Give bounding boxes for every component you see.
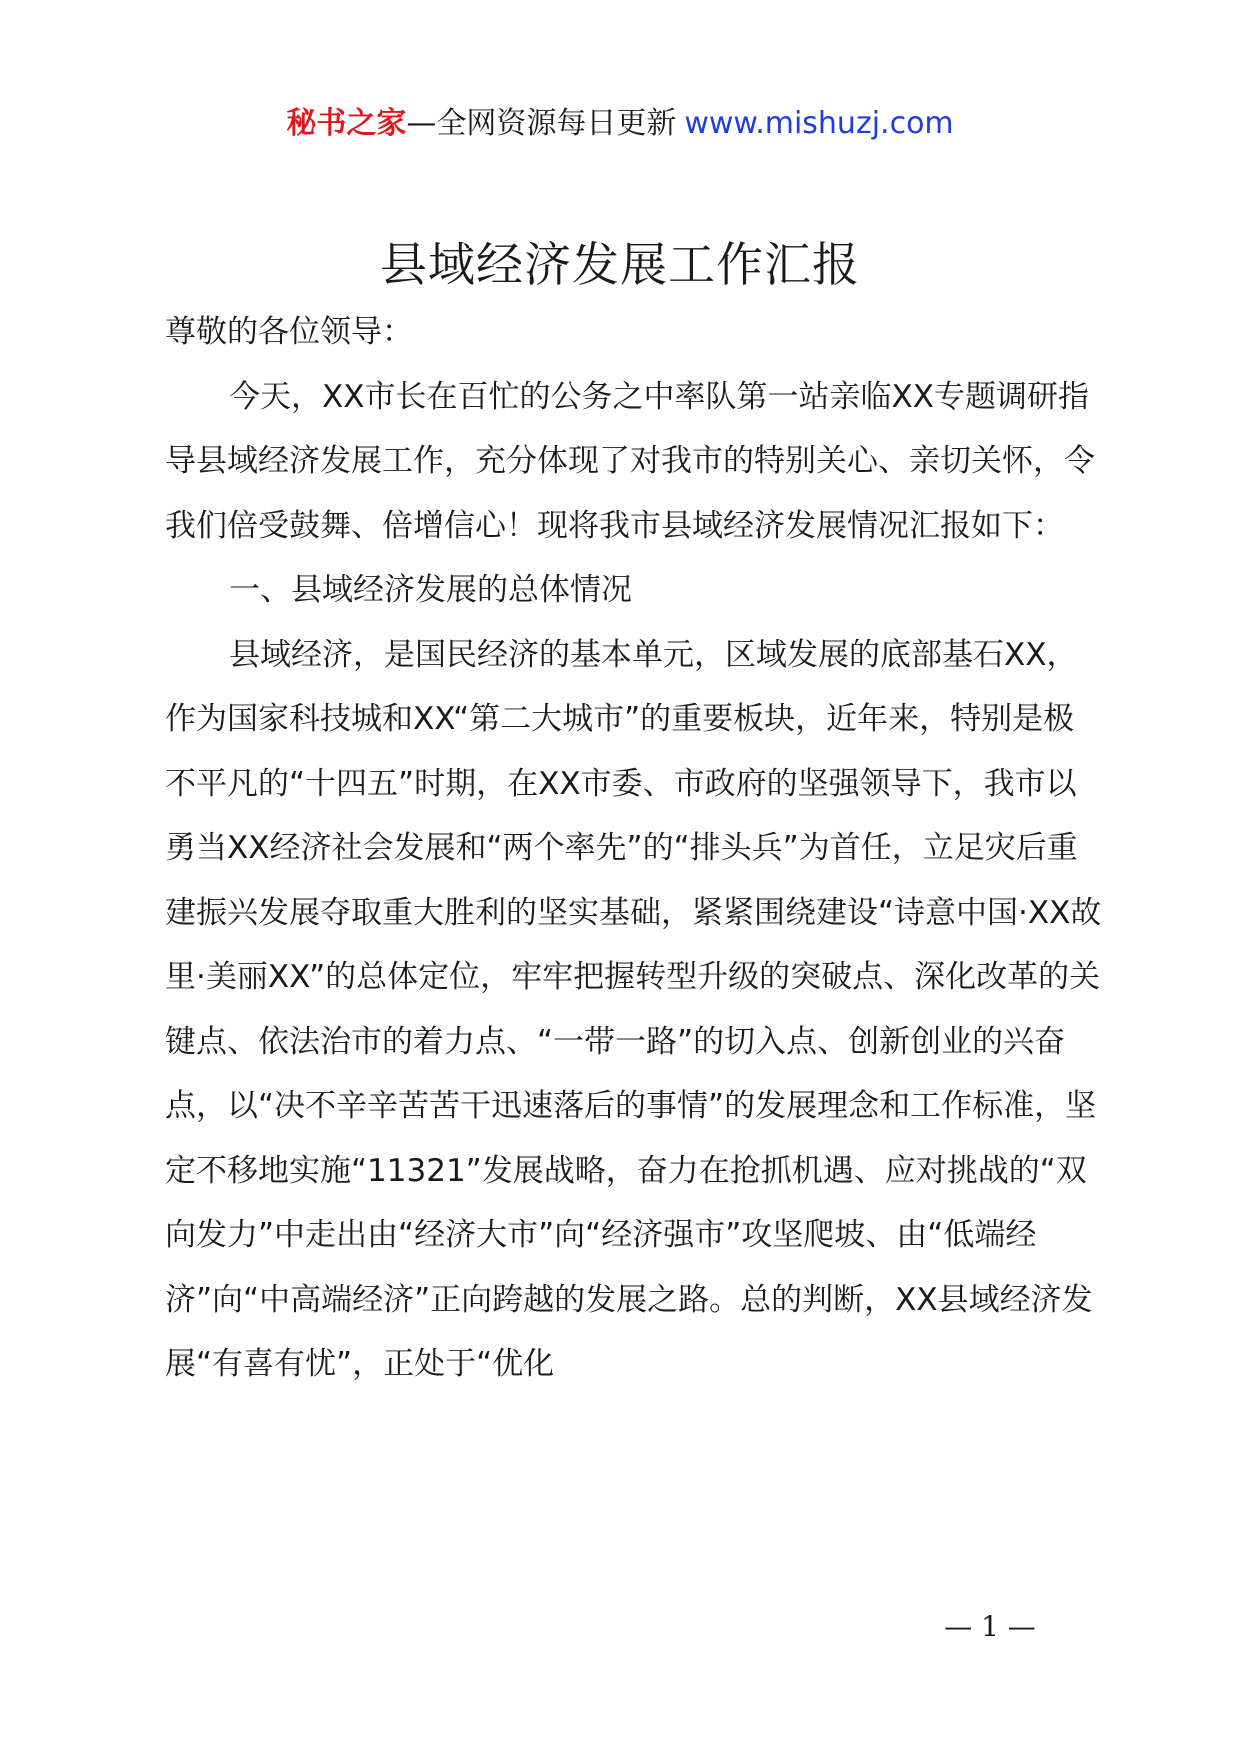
site-url-link[interactable]: www.mishuzj.com [684, 106, 954, 141]
document-body [165, 300, 1105, 1397]
section-heading: 一、县域经济发展的总体情况 [229, 572, 632, 608]
header-tagline: —全网资源每日更新 [406, 106, 677, 141]
site-header [0, 102, 1240, 146]
brand-name: 秘书之家 [286, 106, 407, 141]
document-title: 县域经济发展工作汇报 [380, 238, 860, 293]
page-number: — 1 — [944, 1610, 1036, 1643]
greeting: 尊敬的各位领导： [165, 314, 413, 350]
paragraph-intro: 今天，XX市长在百忙的公务之中率队第一站亲临XX专题调研指导县域经济发展工作，充分体现了对我市的特别关心、亲切关怀，令我们倍受鼓舞、倍增信心！现将我市县域经济发展情况汇报如下： [165, 378, 1095, 544]
paragraph-overview: 县域经济，是国民经济的基本单元，区域发展的底部基石XX，作为国家科技城和XX“第二大城市”的重要板块，近年来，特别是极不平凡的“十四五”时期，在XX市委、市政府的坚强领导下，我市以勇当XX经济社会发展和“两个率先”的“排头兵”为首任，立足灾后重建振兴发展夺取重大胜利的坚实基础，紧紧围绕建设“诗意中国·XX故里·美丽XX”的总体定位，牢牢把握转型升级的突破点、深化改革的关键点、依法治市的着力点、“一带一路”的切入点、创新创业的兴奋点，以“决不辛辛苦苦干迅速落后的事情”的发展理念和工作标准，坚定不移地实施“11321”发展战略，奋力在抢抓机遇、应对挑战的“双向发力”中走出由“经济大市”向“经济强市”攻坚爬坡、由“低端经济”向“中高端经济”正向跨越的发展之路。总的判断，XX县域经济发展“有喜有忧”，正处于“优化 [165, 636, 1102, 1382]
